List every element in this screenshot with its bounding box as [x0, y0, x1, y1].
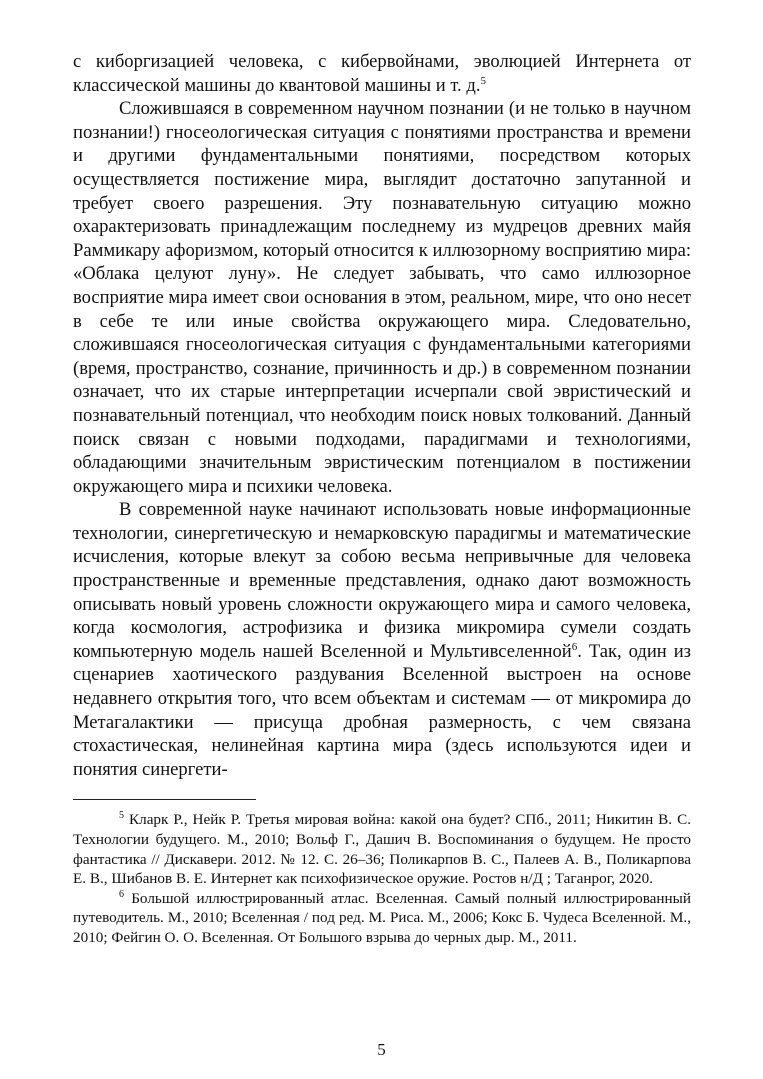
footnote-ref-5[interactable]: 5	[480, 74, 486, 87]
main-text	[73, 50, 691, 781]
paragraph-1	[73, 50, 691, 97]
footnote-6-text: Большой иллюстрированный атлас. Вселенная. Самый полный иллюстрированный путеводитель. М., 2010; Вселенная / под ред. М. Риса. М., 2006; Кокс Б. Чудеса Вселенной. М., 2010; Фейгин О. О. Вселенная. От Большого взрыва до черных дыр. М., 2011.	[73, 889, 691, 946]
footnote-6-number: 6	[119, 888, 124, 900]
footnotes	[73, 810, 691, 947]
footnote-5-number: 5	[119, 810, 124, 822]
paragraph-3	[73, 498, 691, 781]
paragraph-3-text: В современной науке начинают использовать новые информационные технологии, синергетическую и немарковскую парадигмы и математические исчисления, которые влекут за собою весьма непривычные для человека пространственные и временные представления, однако дают возможность описывать новый уровень сложности окружающего мира и самого человека, когда космология, астрофизика и физика микромира сумели создать компьютерную модель нашей Вселенной и Мультивселенной	[73, 499, 691, 662]
footnote-divider	[73, 799, 256, 800]
page-number: 5	[377, 1040, 386, 1059]
footnote-5-text: Кларк Р., Нейк Р. Третья мировая война: какой она будет? СПб., 2011; Никитин В. С. Технологии будущего. М., 2010; Вольф Г., Дашич В. Воспоминания о будущем. Не просто фантастика // Дискавери. 2012. № 12. С. 26–36; Поликарпов В. С., Палеев А. В., Поликарпова Е. В., Шибанов В. Е. Интернет как психофизическое оружие. Ростов н/Д ; Таганрог, 2020.	[73, 811, 692, 888]
footnote-ref-6[interactable]: 6	[571, 640, 578, 653]
paragraph-1-text: с киборгизацией человека, с кибервойнами, эволюцией Интернета от классической машины до квантовой машины и т. д.	[73, 51, 691, 96]
footnote-6	[73, 889, 691, 948]
paragraph-3-trailing: . Так, один из сценариев хаотического раздувания Вселенной выстроен на основе недавнего открытия того, что всем объектам и системам — от микромира до Метагалактики — присуща дробная размерность, с чем связана стохастическая, нелинейная картина мира (здесь используются идеи и понятия синергети-	[73, 640, 692, 780]
paragraph-2: Сложившаяся в современном научном познании (и не только в научном познании!) гносеологическая ситуация с понятиями пространства и времени и другими фундаментальными понятиями, посредством которых осуществляется постижение мира, выглядит достаточно запутанной и требует своего разрешения. Эту познавательную ситуацию можно охарактеризовать принадлежащим последнему из мудрецов древних майя Раммикару афоризмом, который относится к иллюзорному восприятию мира: «Облака целуют луну». Не следует забывать, что само иллюзорное восприятие мира имеет свои основания в этом, реальном, мире, что оно несет в себе те или иные свойства окружающего мира. Следовательно, сложившаяся гносеологическая ситуация с фундаментальными категориями (время, пространство, сознание, причинность и др.) в современном познании означает, что их старые интерпретации исчерпали свой эвристический и познавательный потенциал, что необходим поиск новых толкований. Данный поиск связан с новыми подходами, парадигмами и технологиями, обладающими значительным эвристическим потенциалом в постижении окружающего мира и психики человека.	[73, 98, 691, 497]
footnote-5	[73, 810, 691, 888]
document-page	[73, 50, 691, 948]
